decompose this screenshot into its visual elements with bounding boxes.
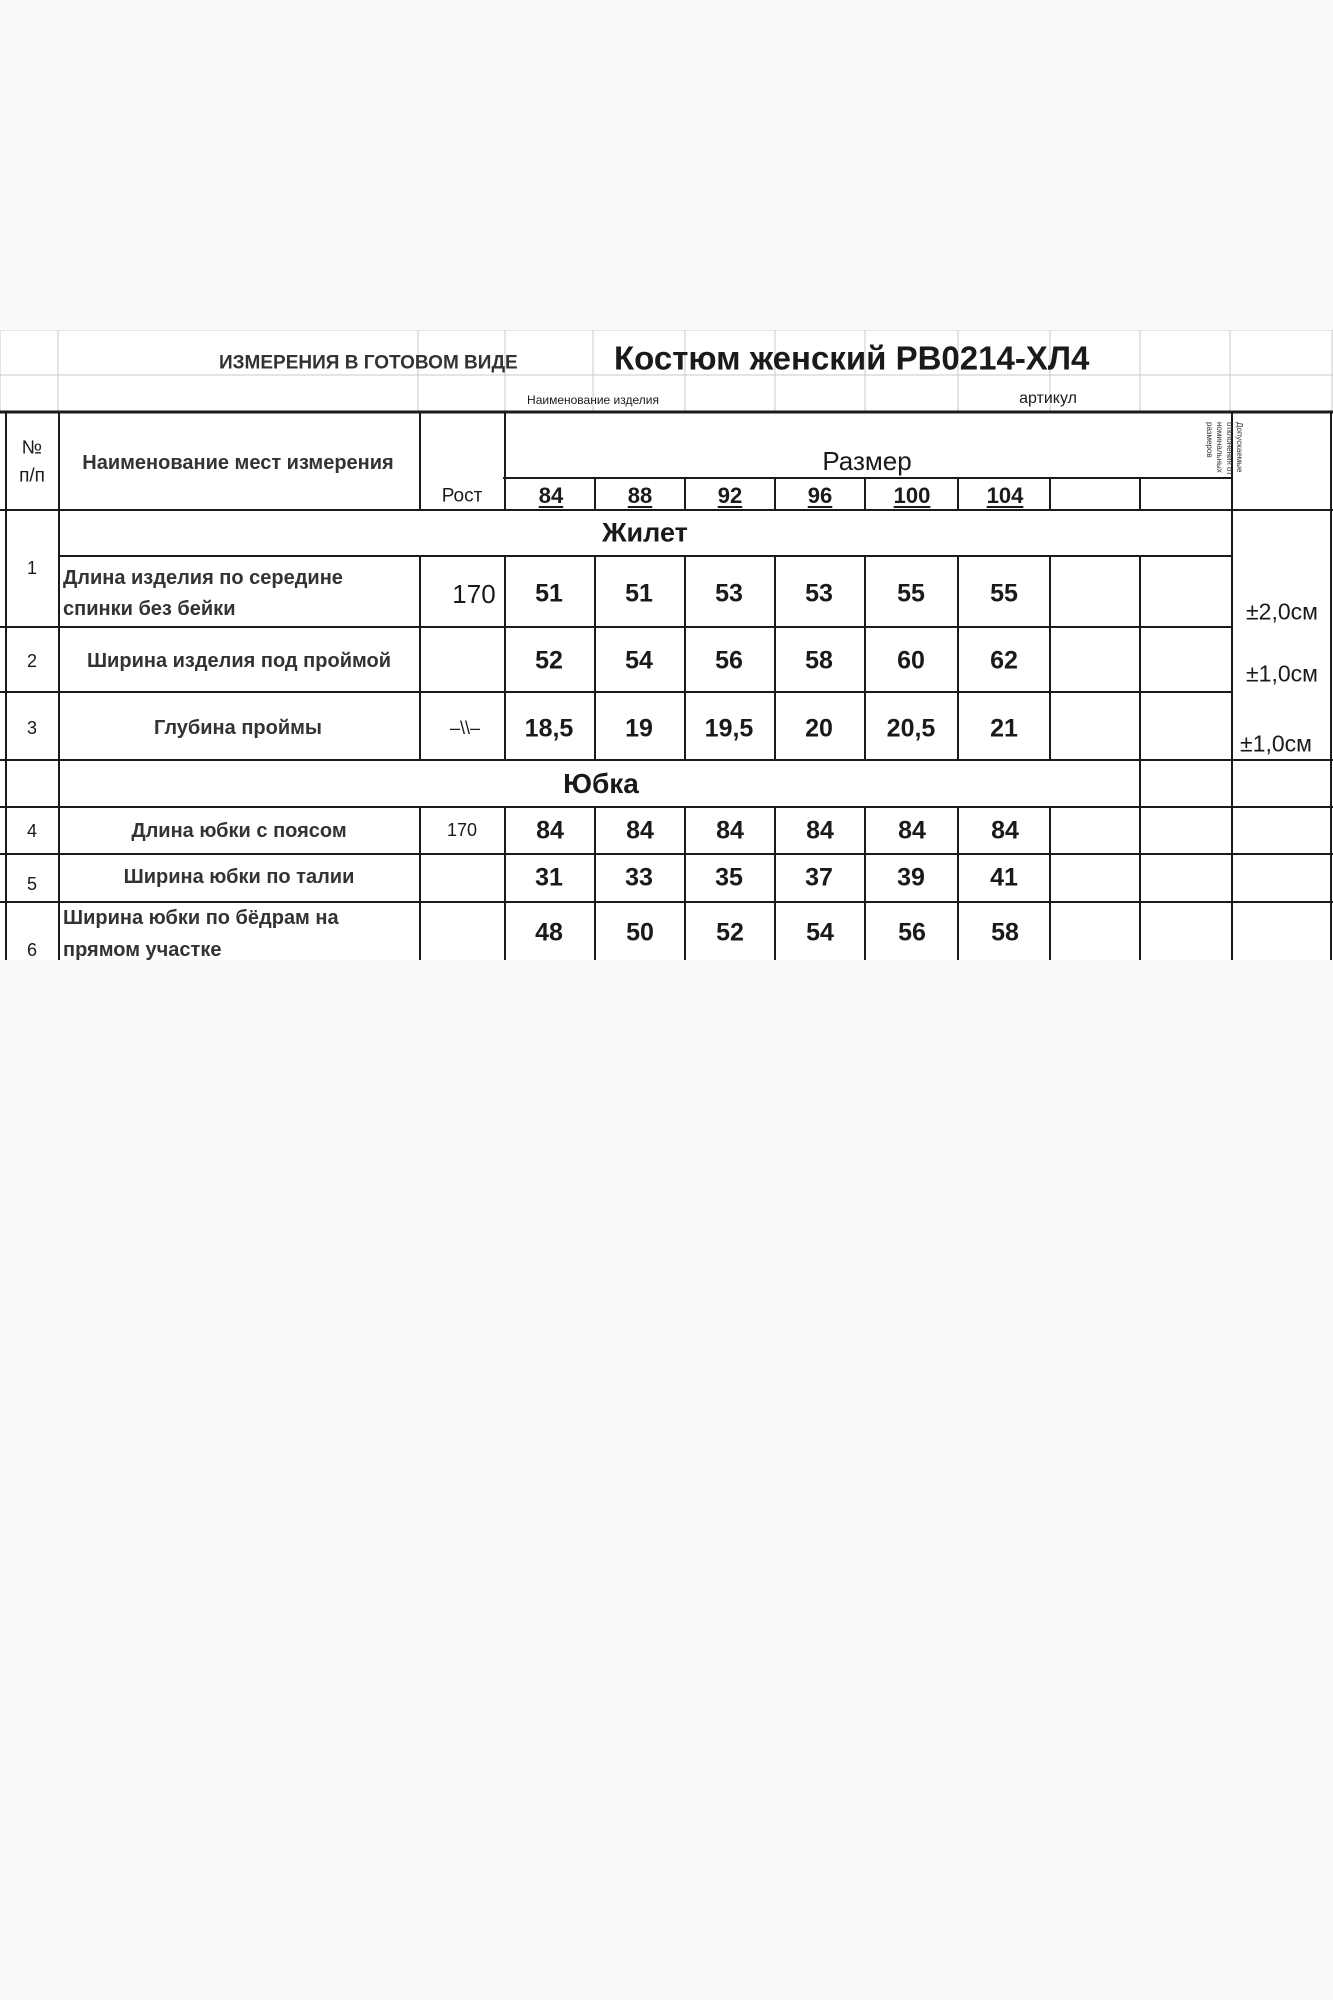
row-4-value-92: 84 <box>716 816 744 845</box>
row-2-name: Ширина изделия под проймой <box>86 650 392 672</box>
tolerance-header: Допускаемые отклонения от номинальных размеров <box>1205 422 1244 475</box>
row-2-value-104: 62 <box>990 646 1018 675</box>
product-title: Костюм женский РВ0214-ХЛ4 <box>614 339 1090 377</box>
measure-header: Наименование мест измерения <box>82 452 394 474</box>
row-2-tolerance: ±1,0см <box>1246 660 1318 687</box>
row-5-value-96: 37 <box>805 863 833 892</box>
row-4-height: 170 <box>446 820 478 840</box>
row-4-value-96: 84 <box>806 816 834 845</box>
row-3-value-96: 20 <box>805 714 833 743</box>
row-4-value-84: 84 <box>536 816 564 845</box>
row-1-name: Длина изделия по середине <box>63 567 343 589</box>
row-2-value-84: 52 <box>535 646 563 675</box>
row-3-tolerance: ±1,0см <box>1240 730 1312 757</box>
row-1-tolerance: ±2,0см <box>1246 598 1318 625</box>
row-1-value-88: 51 <box>625 579 653 608</box>
row-2-number: 2 <box>26 651 38 671</box>
row-4-number: 4 <box>26 821 38 841</box>
row-3-value-84: 18,5 <box>524 714 574 743</box>
row-2-value-92: 56 <box>715 646 743 675</box>
size-92: 92 <box>717 483 743 508</box>
row-6-value-100: 56 <box>898 918 926 947</box>
size-84: 84 <box>538 483 564 508</box>
row-1-value-92: 53 <box>715 579 743 608</box>
row-1-value-100: 55 <box>897 579 925 608</box>
row-4-value-100: 84 <box>898 816 926 845</box>
sheet-subtitle: ИЗМЕРЕНИЯ В ГОТОВОМ ВИДЕ <box>219 352 518 374</box>
row-1-value-84: 51 <box>535 579 563 608</box>
row-3-value-104: 21 <box>990 714 1018 743</box>
row-5-name: Ширина юбки по талии <box>123 866 355 888</box>
size-88: 88 <box>627 483 653 508</box>
row-5-value-100: 39 <box>897 863 925 892</box>
size-104: 104 <box>986 483 1024 508</box>
row-6-value-88: 50 <box>626 918 654 947</box>
measurement-sheet <box>0 330 1333 960</box>
row-1-name-line2: спинки без бейки <box>63 598 236 620</box>
section-skirt: Юбка <box>563 768 639 799</box>
row-4-value-104: 84 <box>991 816 1019 845</box>
size-header: Размер <box>822 446 912 476</box>
row-6-number: 6 <box>26 940 38 960</box>
section-vest: Жилет <box>602 517 688 548</box>
height-header: Рост <box>441 485 483 507</box>
row-3-number: 3 <box>26 718 38 738</box>
row-4-value-88: 84 <box>626 816 654 845</box>
row-5-value-104: 41 <box>990 863 1018 892</box>
row-6-name-line2: прямом участке <box>63 939 222 960</box>
row-5-value-88: 33 <box>625 863 653 892</box>
row-1-height: 170 <box>452 579 496 609</box>
row-5-number: 5 <box>26 874 38 894</box>
product-name-label: Наименование изделия <box>527 393 659 407</box>
article-label: артикул <box>1019 390 1077 407</box>
row-5-value-92: 35 <box>715 863 743 892</box>
size-100: 100 <box>893 483 931 508</box>
row-2-value-88: 54 <box>625 646 653 675</box>
row-1-value-96: 53 <box>805 579 833 608</box>
row-5-value-84: 31 <box>535 863 563 892</box>
size-96: 96 <box>807 483 833 508</box>
row-6-value-104: 58 <box>991 918 1019 947</box>
row-4-name: Длина юбки с поясом <box>131 820 347 842</box>
row-3-name: Глубина проймы <box>154 717 322 739</box>
row-3-value-92: 19,5 <box>704 714 754 743</box>
row-2-value-100: 60 <box>897 646 925 675</box>
row-6-value-96: 54 <box>806 918 834 947</box>
row-3-value-100: 20,5 <box>886 714 936 743</box>
row-3-height: –\\– <box>449 718 481 738</box>
row-6-value-84: 48 <box>535 918 563 947</box>
row-1-number: 1 <box>26 558 38 578</box>
row-6-value-92: 52 <box>716 918 744 947</box>
row-6-name: Ширина юбки по бёдрам на <box>63 907 339 929</box>
number-header: № п/п <box>19 437 45 486</box>
row-3-value-88: 19 <box>625 714 653 743</box>
row-2-value-96: 58 <box>805 646 833 675</box>
row-1-value-104: 55 <box>990 579 1018 608</box>
